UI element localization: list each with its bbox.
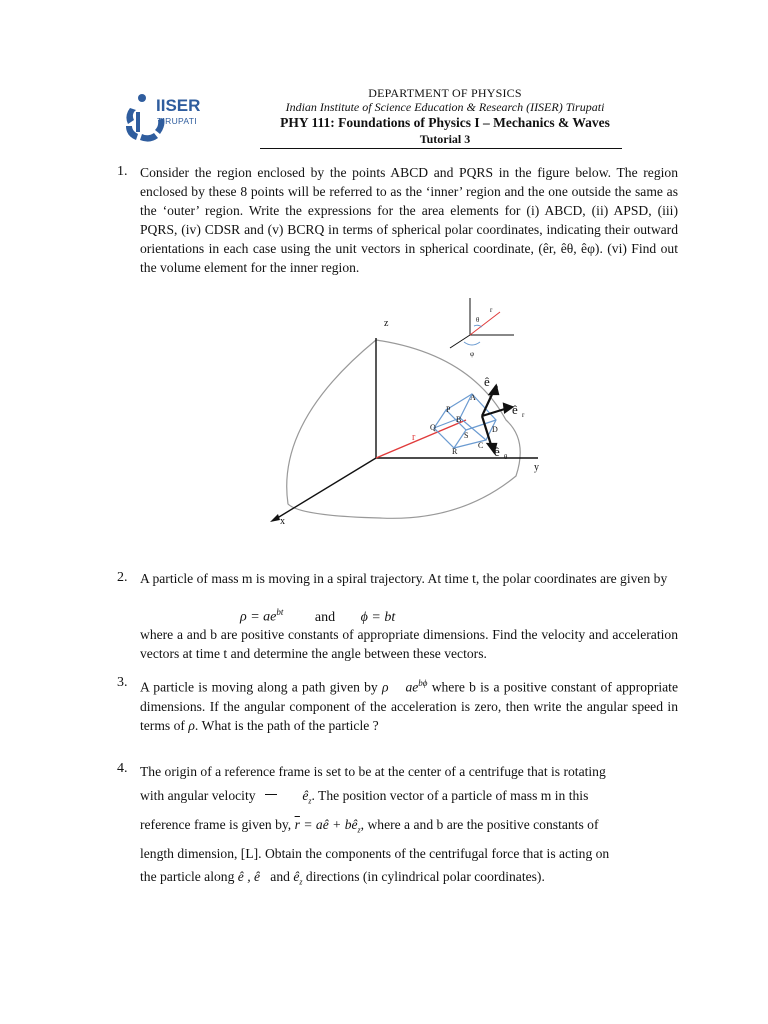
q3-ae: ae <box>405 679 419 695</box>
q4-e2: ê <box>254 869 261 885</box>
question-2-equation <box>240 607 395 626</box>
label-e-theta-sub: θ <box>504 453 508 461</box>
inset-phi: φ <box>470 350 475 358</box>
label-P: P <box>446 405 451 414</box>
label-B: B <box>456 415 462 424</box>
q4-ez2: ê <box>293 869 300 885</box>
q4-and: and <box>270 869 290 885</box>
label-S: S <box>464 431 469 440</box>
q4-line3a: reference frame is given by, <box>140 816 292 832</box>
question-1-body: Consider the region enclosed by the points ABCD and PQRS in the figure below. The region enclosed by these 8 points will be referred to as the ‘inner’ region and the one outside the same as the ‘outer’ region. Write the expressions for the area elements for (i) ABCD, (ii) APSD, (iii) PQRS, (iv) CDSR and (v) BCRQ in terms of spherical polar coordinates, indicating their outward orientations in each case using the unit vectors in spherical coordinate, (êr, êθ, êφ). (vi) Find out the volume element for the inner region. <box>140 165 678 275</box>
question-2-number: 2. <box>117 570 128 585</box>
label-A: A <box>470 393 476 402</box>
q3-part2: where b is a positive constant of appropriate dimensions. If the angular component of the acceleration is zero, then write the angular speed in terms of <box>140 679 678 733</box>
q4-e1: ê , <box>237 869 251 885</box>
eq-rho: ρ = ae <box>240 609 277 625</box>
label-e-theta: ê <box>494 444 500 459</box>
inset-axes <box>450 298 514 348</box>
department-heading: DEPARTMENT OF PHYSICS <box>368 86 522 100</box>
question-3-text <box>140 674 678 735</box>
spherical-figure <box>260 290 550 530</box>
course-title: PHY 111: Foundations of Physics I – Mechanics & Waves <box>280 115 610 130</box>
label-z: z <box>384 318 389 329</box>
label-x: x <box>280 516 285 527</box>
eq-and: and <box>314 609 336 625</box>
q4-ez: ê <box>302 787 309 803</box>
q4-line1: The origin of a reference frame is set to be at the center of a centrifuge that is rotating <box>140 764 606 779</box>
label-e-phi: ê <box>484 374 490 389</box>
q3-ae-exp: bϕ <box>418 678 428 688</box>
logo-subname: TIRUPATI <box>157 116 197 126</box>
label-e-r-sub: r <box>522 411 525 419</box>
x-axis <box>274 458 376 520</box>
question-4-number: 4. <box>117 761 128 776</box>
eq-rho-exp: bt <box>276 607 284 617</box>
question-1-text <box>140 163 678 277</box>
institute-name: Indian Institute of Science Education & Research (IISER) Tirupati <box>285 100 605 114</box>
question-3-number: 3. <box>117 675 128 690</box>
inset-r: r <box>490 306 493 314</box>
label-C: C <box>478 441 484 450</box>
q4-line2b: . The position vector of a particle of mass m in this <box>311 787 589 803</box>
label-e-phi-sub: φ <box>494 383 499 391</box>
label-y: y <box>534 462 539 473</box>
label-D: D <box>492 425 498 434</box>
q4-line2a: with angular velocity <box>140 787 256 803</box>
question-2-line1: A particle of mass m is moving in a spiral trajectory. At time t, the polar coordinates are given by <box>140 571 668 586</box>
inset-theta: θ <box>476 316 480 324</box>
q4-line5b: directions (in cylindrical polar coordinates). <box>305 869 545 885</box>
label-R: R <box>452 447 458 456</box>
q3-part1: A particle is moving along a path given by <box>140 679 378 695</box>
spherical-region-diagram <box>260 290 550 530</box>
question-2-line2: where a and b are positive constants of appropriate dimensions. Find the velocity and acceleration vectors at time t and determine the angle between these vectors. <box>140 627 678 661</box>
q4-line5a: the particle along <box>140 869 235 885</box>
label-e-r: ê <box>512 402 518 417</box>
label-Q: Q <box>430 423 436 432</box>
q4-line4: length dimension, [L]. Obtain the components of the centrifugal force that is acting on <box>140 845 610 861</box>
header-rule <box>260 148 622 149</box>
label-r: r <box>412 432 416 443</box>
x-arrowhead <box>270 514 280 522</box>
iiser-logo <box>120 82 230 152</box>
q3-rho2: ρ <box>188 717 195 733</box>
question-2-rest <box>140 625 678 663</box>
question-2-text <box>140 569 678 588</box>
unit-vectors <box>482 386 512 452</box>
tutorial-label: Tutorial 3 <box>419 132 471 146</box>
q3-rho: ρ <box>381 679 389 695</box>
eq-phi: ϕ = bt <box>360 609 396 625</box>
q4-eq-sub: z <box>357 825 361 835</box>
logo-name: IISER <box>156 96 201 115</box>
q4-eq: = aê + bê <box>303 816 358 832</box>
q3-part3: . What is the path of the particle ? <box>194 717 379 733</box>
q4-ez2-sub: z <box>299 878 303 888</box>
q4-r: $\overline{r}$ <box>294 816 300 832</box>
q4-line3b: , where a and b are the positive constants of <box>360 816 599 832</box>
q4-ez-sub: z <box>308 796 312 806</box>
question-4-text <box>140 760 678 895</box>
question-1-number: 1. <box>117 164 128 179</box>
